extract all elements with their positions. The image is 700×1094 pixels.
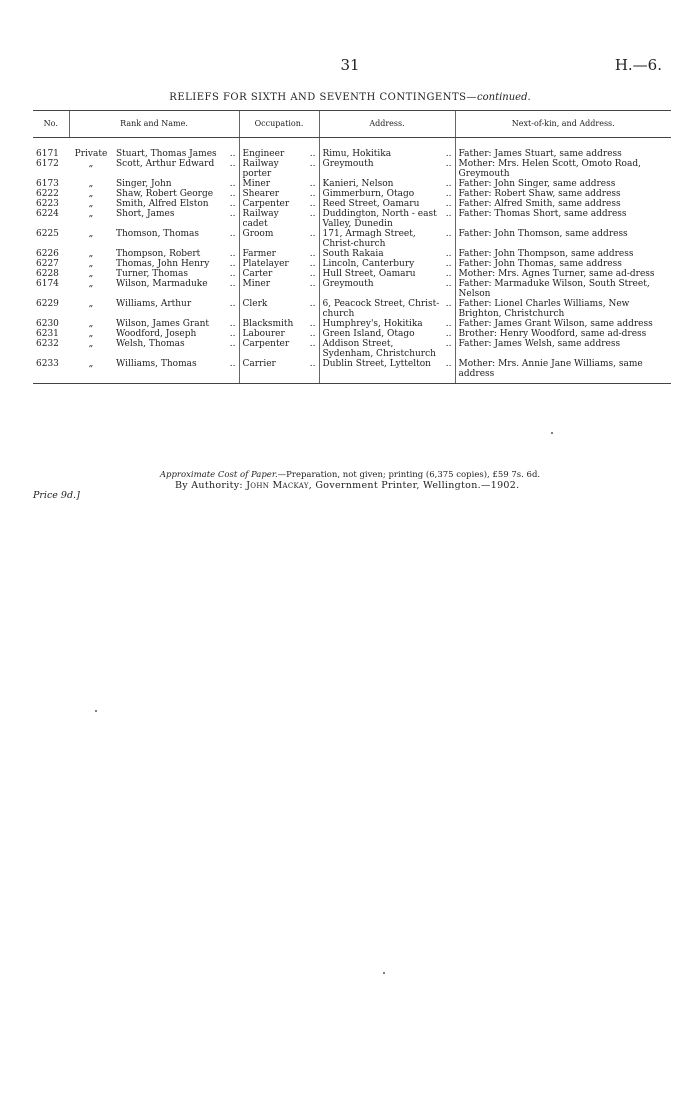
leader-dots: ..	[229, 319, 236, 329]
row-name-text: Scott, Arthur Edward	[116, 159, 215, 169]
row-rank	[69, 299, 113, 319]
row-rank-text: „	[88, 229, 94, 239]
row-occupation	[239, 159, 319, 179]
printer-authority	[175, 480, 519, 491]
row-number	[33, 209, 69, 229]
row-number	[33, 229, 69, 249]
row-address	[319, 189, 455, 199]
row-next-of-kin	[455, 339, 671, 359]
row-number-text: 6230	[36, 319, 59, 329]
row-occupation-text: Shearer	[242, 189, 280, 199]
row-next-of-kin	[455, 269, 671, 279]
leader-dots: ..	[229, 329, 236, 339]
row-next-of-kin	[455, 189, 671, 199]
leader-dots: ..	[229, 269, 236, 279]
row-occupation	[239, 339, 319, 359]
row-number-text: 6226	[36, 249, 59, 259]
row-name-text: Welsh, Thomas	[116, 339, 185, 349]
row-address-text: Lincoln, Canterbury	[322, 259, 415, 269]
row-occupation	[239, 179, 319, 189]
table-row	[33, 159, 671, 179]
table-row	[33, 209, 671, 229]
row-rank	[69, 319, 113, 329]
row-rank	[69, 269, 113, 279]
row-number	[33, 269, 69, 279]
row-name	[113, 209, 239, 229]
row-address-text: Greymouth	[322, 279, 374, 289]
leader-dots: ..	[229, 359, 236, 369]
row-occupation	[239, 199, 319, 209]
print-speck	[551, 432, 553, 434]
row-next-of-kin	[455, 329, 671, 339]
header-no: No.	[33, 111, 69, 138]
leader-dots: ..	[309, 299, 316, 309]
leader-dots: ..	[445, 329, 452, 339]
row-next-of-kin-text: Father: Robert Shaw, same address	[458, 189, 621, 199]
row-address	[319, 359, 455, 384]
row-next-of-kin	[455, 179, 671, 189]
row-next-of-kin	[455, 199, 671, 209]
row-rank-text: „	[88, 209, 94, 219]
leader-dots: ..	[309, 189, 316, 199]
document-reference: H.—6.	[614, 56, 662, 74]
cost-label: Approximate Cost of Paper.	[159, 470, 278, 480]
row-occupation	[239, 329, 319, 339]
row-rank	[69, 249, 113, 259]
row-name-text: Stuart, Thomas James	[116, 149, 217, 159]
leader-dots: ..	[445, 249, 452, 259]
row-address	[319, 229, 455, 249]
leader-dots: ..	[445, 269, 452, 279]
row-address	[319, 299, 455, 319]
leader-dots: ..	[309, 279, 316, 289]
row-number-text: 6231	[36, 329, 59, 339]
row-next-of-kin-text: Father: Marmaduke Wilson, South Street, Nelson	[458, 279, 650, 299]
leader-dots: ..	[445, 319, 452, 329]
row-rank	[69, 359, 113, 384]
table-row	[33, 359, 671, 384]
row-name	[113, 359, 239, 384]
row-name-text: Woodford, Joseph	[116, 329, 197, 339]
leader-dots: ..	[229, 299, 236, 309]
table-row	[33, 199, 671, 209]
row-occupation-text: Miner	[242, 179, 271, 189]
leader-dots: ..	[309, 259, 316, 269]
table-row	[33, 319, 671, 329]
row-occupation	[239, 269, 319, 279]
row-occupation-text: Groom	[242, 229, 274, 239]
row-number	[33, 159, 69, 179]
row-name	[113, 269, 239, 279]
row-number-text: 6174	[36, 279, 59, 289]
leader-dots: ..	[445, 279, 452, 289]
row-occupation	[239, 299, 319, 319]
row-rank	[69, 339, 113, 359]
row-number	[33, 279, 69, 299]
row-next-of-kin	[455, 359, 671, 384]
row-occupation	[239, 249, 319, 259]
row-rank-text: „	[88, 249, 94, 259]
row-address-text: Duddington, North - east Valley, Dunedin	[322, 209, 437, 229]
row-rank-text: „	[88, 269, 94, 279]
row-name	[113, 249, 239, 259]
leader-dots: ..	[445, 259, 452, 269]
row-number	[33, 329, 69, 339]
row-rank	[69, 259, 113, 269]
row-address-text: Green Island, Otago	[322, 329, 415, 339]
row-rank-text: „	[88, 299, 94, 309]
row-rank	[69, 329, 113, 339]
row-occupation-text: Carpenter	[242, 339, 290, 349]
leader-dots: ..	[445, 199, 452, 209]
row-number-text: 6172	[36, 159, 59, 169]
cost-of-paper-note	[0, 470, 700, 480]
row-name	[113, 229, 239, 249]
row-next-of-kin-text: Father: Lionel Charles Williams, New Brighton, Christchurch	[458, 299, 630, 319]
leader-dots: ..	[229, 279, 236, 289]
row-rank-text: „	[88, 279, 94, 289]
row-next-of-kin-text: Brother: Henry Woodford, same ad-dress	[458, 329, 647, 339]
row-occupation	[239, 359, 319, 384]
row-address-text: 6, Peacock Street, Christ-church	[322, 299, 440, 319]
row-name	[113, 259, 239, 269]
row-rank-text: „	[88, 189, 94, 199]
row-occupation	[239, 319, 319, 329]
leader-dots: ..	[445, 179, 452, 189]
row-next-of-kin	[455, 249, 671, 259]
row-number	[33, 179, 69, 189]
row-occupation-text: Clerk	[242, 299, 268, 309]
row-address	[319, 138, 455, 160]
row-name-text: Thomas, John Henry	[116, 259, 210, 269]
table-row	[33, 189, 671, 199]
row-name-text: Thompson, Robert	[116, 249, 201, 259]
row-occupation-text: Railway porter	[242, 159, 279, 179]
row-address-text: South Rakaia	[322, 249, 384, 259]
table-row	[33, 339, 671, 359]
print-speck	[383, 972, 385, 974]
row-occupation	[239, 229, 319, 249]
row-next-of-kin-text: Father: John Thomas, same address	[458, 259, 622, 269]
row-number	[33, 249, 69, 259]
row-name	[113, 199, 239, 209]
row-next-of-kin	[455, 279, 671, 299]
row-number	[33, 138, 69, 160]
leader-dots: ..	[309, 249, 316, 259]
row-occupation	[239, 279, 319, 299]
row-name	[113, 179, 239, 189]
row-number-text: 6223	[36, 199, 59, 209]
table-title	[0, 92, 700, 103]
row-address	[319, 279, 455, 299]
leader-dots: ..	[309, 159, 316, 169]
row-next-of-kin-text: Father: John Singer, same address	[458, 179, 616, 189]
row-occupation-text: Railway cadet	[242, 209, 279, 229]
leader-dots: ..	[229, 159, 236, 169]
table-row	[33, 179, 671, 189]
print-speck	[95, 710, 97, 712]
row-number-text: 6232	[36, 339, 59, 349]
row-number-text: 6171	[36, 149, 59, 159]
row-rank-text: „	[88, 329, 94, 339]
row-occupation	[239, 138, 319, 160]
leader-dots: ..	[445, 209, 452, 219]
header-address: Address.	[319, 111, 455, 138]
row-rank	[69, 209, 113, 229]
authority-prefix: By Authority:	[175, 480, 243, 491]
row-address	[319, 339, 455, 359]
row-occupation-text: Carrier	[242, 359, 276, 369]
row-address	[319, 329, 455, 339]
leader-dots: ..	[229, 249, 236, 259]
row-address	[319, 249, 455, 259]
row-rank-text: „	[88, 319, 94, 329]
row-occupation-text: Blacksmith	[242, 319, 294, 329]
row-address-text: Hull Street, Oamaru	[322, 269, 416, 279]
leader-dots: ..	[309, 179, 316, 189]
leader-dots: ..	[445, 359, 452, 369]
leader-dots: ..	[445, 339, 452, 349]
header-next-of-kin: Next-of-kin, and Address.	[455, 111, 671, 138]
row-number-text: 6224	[36, 209, 59, 219]
leader-dots: ..	[445, 229, 452, 239]
table-row	[33, 329, 671, 339]
header-rank-name: Rank and Name.	[69, 111, 239, 138]
row-rank-text: Private	[74, 149, 108, 159]
row-occupation-text: Engineer	[242, 149, 285, 159]
row-next-of-kin	[455, 259, 671, 269]
row-address-text: Humphrey's, Hokitika	[322, 319, 423, 329]
row-name	[113, 299, 239, 319]
row-next-of-kin-text: Father: James Grant Wilson, same address	[458, 319, 653, 329]
row-occupation-text: Farmer	[242, 249, 276, 259]
row-rank-text: „	[88, 179, 94, 189]
leader-dots: ..	[229, 229, 236, 239]
row-number	[33, 319, 69, 329]
row-number	[33, 359, 69, 384]
row-name-text: Williams, Arthur	[116, 299, 192, 309]
leader-dots: ..	[229, 339, 236, 349]
row-next-of-kin-text: Father: Alfred Smith, same address	[458, 199, 621, 209]
row-next-of-kin	[455, 209, 671, 229]
row-number	[33, 299, 69, 319]
leader-dots: ..	[309, 149, 316, 159]
table-row	[33, 279, 671, 299]
row-rank	[69, 159, 113, 179]
leader-dots: ..	[309, 359, 316, 369]
row-address	[319, 209, 455, 229]
page-number: 31	[340, 56, 360, 74]
row-name	[113, 159, 239, 179]
row-address-text: Rimu, Hokitika	[322, 149, 392, 159]
row-next-of-kin-text: Mother: Mrs. Annie Jane Williams, same address	[458, 359, 643, 379]
header-occupation: Occupation.	[239, 111, 319, 138]
row-name	[113, 279, 239, 299]
leader-dots: ..	[309, 339, 316, 349]
leader-dots: ..	[309, 319, 316, 329]
row-name-text: Short, James	[116, 209, 175, 219]
row-rank-text: „	[88, 199, 94, 209]
leader-dots: ..	[445, 189, 452, 199]
table-row	[33, 299, 671, 319]
row-number-text: 6233	[36, 359, 59, 369]
row-number	[33, 199, 69, 209]
row-name-text: Smith, Alfred Elston	[116, 199, 209, 209]
row-rank	[69, 229, 113, 249]
row-next-of-kin-text: Father: James Welsh, same address	[458, 339, 621, 349]
row-occupation	[239, 209, 319, 229]
row-name	[113, 329, 239, 339]
leader-dots: ..	[309, 209, 316, 219]
row-address	[319, 199, 455, 209]
row-name-text: Thomson, Thomas	[116, 229, 200, 239]
row-rank	[69, 199, 113, 209]
row-next-of-kin-text: Father: James Stuart, same address	[458, 149, 622, 159]
row-occupation-text: Carpenter	[242, 199, 290, 209]
row-next-of-kin	[455, 319, 671, 329]
row-next-of-kin-text: Mother: Mrs. Agnes Turner, same ad-dress	[458, 269, 655, 279]
table-row	[33, 269, 671, 279]
leader-dots: ..	[445, 299, 452, 309]
row-name	[113, 319, 239, 329]
table-row	[33, 259, 671, 269]
row-next-of-kin	[455, 229, 671, 249]
row-rank	[69, 179, 113, 189]
authority-suffix: , Government Printer, Wellington.—1902.	[308, 480, 520, 491]
row-occupation	[239, 189, 319, 199]
row-name	[113, 339, 239, 359]
reliefs-table	[33, 110, 671, 384]
row-address	[319, 259, 455, 269]
table-row	[33, 229, 671, 249]
row-number-text: 6173	[36, 179, 59, 189]
cost-text: —Preparation, not given; printing (6,375 copies), £59 7s. 6d.	[277, 470, 541, 480]
row-number	[33, 339, 69, 359]
row-next-of-kin	[455, 299, 671, 319]
leader-dots: ..	[445, 159, 452, 169]
row-address	[319, 269, 455, 279]
leader-dots: ..	[309, 269, 316, 279]
leader-dots: ..	[309, 199, 316, 209]
price-note: Price 9d.]	[33, 490, 80, 501]
row-occupation-text: Miner	[242, 279, 271, 289]
row-number-text: 6229	[36, 299, 59, 309]
row-rank-text: „	[88, 259, 94, 269]
row-rank-text: „	[88, 159, 94, 169]
row-address-text: Reed Street, Oamaru	[322, 199, 420, 209]
row-rank-text: „	[88, 339, 94, 349]
row-address	[319, 319, 455, 329]
row-next-of-kin	[455, 138, 671, 160]
row-address-text: 171, Armagh Street, Christ-church	[322, 229, 416, 249]
row-rank	[69, 279, 113, 299]
row-number-text: 6222	[36, 189, 59, 199]
row-address-text: Kanieri, Nelson	[322, 179, 394, 189]
row-number	[33, 259, 69, 269]
row-name-text: Shaw, Robert George	[116, 189, 214, 199]
row-number-text: 6225	[36, 229, 59, 239]
row-number-text: 6228	[36, 269, 59, 279]
leader-dots: ..	[229, 149, 236, 159]
row-address-text: Gimmerburn, Otago	[322, 189, 415, 199]
table-row	[33, 249, 671, 259]
row-name-text: Turner, Thomas	[116, 269, 188, 279]
row-name	[113, 138, 239, 160]
leader-dots: ..	[309, 329, 316, 339]
row-next-of-kin-text: Mother: Mrs. Helen Scott, Omoto Road, Greymouth	[458, 159, 641, 179]
row-number	[33, 189, 69, 199]
row-occupation-text: Carter	[242, 269, 273, 279]
row-name-text: Williams, Thomas	[116, 359, 197, 369]
row-occupation	[239, 259, 319, 269]
leader-dots: ..	[229, 179, 236, 189]
table-header-row	[33, 111, 671, 138]
row-name-text: Singer, John	[116, 179, 172, 189]
leader-dots: ..	[445, 149, 452, 159]
leader-dots: ..	[309, 229, 316, 239]
row-next-of-kin	[455, 159, 671, 179]
leader-dots: ..	[229, 189, 236, 199]
row-next-of-kin-text: Father: John Thompson, same address	[458, 249, 634, 259]
row-next-of-kin-text: Father: John Thomson, same address	[458, 229, 628, 239]
table-row	[33, 138, 671, 160]
row-name	[113, 189, 239, 199]
leader-dots: ..	[229, 259, 236, 269]
row-rank	[69, 138, 113, 160]
row-name-text: Wilson, Marmaduke	[116, 279, 208, 289]
table-title-main: RELIEFS FOR SIXTH AND SEVENTH CONTINGENTS—	[169, 92, 478, 103]
row-address	[319, 179, 455, 189]
row-address-text: Addison Street, Sydenham, Christchurch	[322, 339, 436, 359]
row-address-text: Greymouth	[322, 159, 374, 169]
row-number-text: 6227	[36, 259, 59, 269]
row-address	[319, 159, 455, 179]
row-occupation-text: Platelayer	[242, 259, 289, 269]
printer-name: John Mackay	[246, 480, 309, 491]
leader-dots: ..	[229, 209, 236, 219]
row-name-text: Wilson, James Grant	[116, 319, 209, 329]
table-title-continued: continued.	[477, 92, 531, 103]
row-next-of-kin-text: Father: Thomas Short, same address	[458, 209, 627, 219]
row-rank-text: „	[88, 359, 94, 369]
row-rank	[69, 189, 113, 199]
row-occupation-text: Labourer	[242, 329, 285, 339]
row-address-text: Dublin Street, Lyttelton	[322, 359, 431, 369]
leader-dots: ..	[229, 199, 236, 209]
